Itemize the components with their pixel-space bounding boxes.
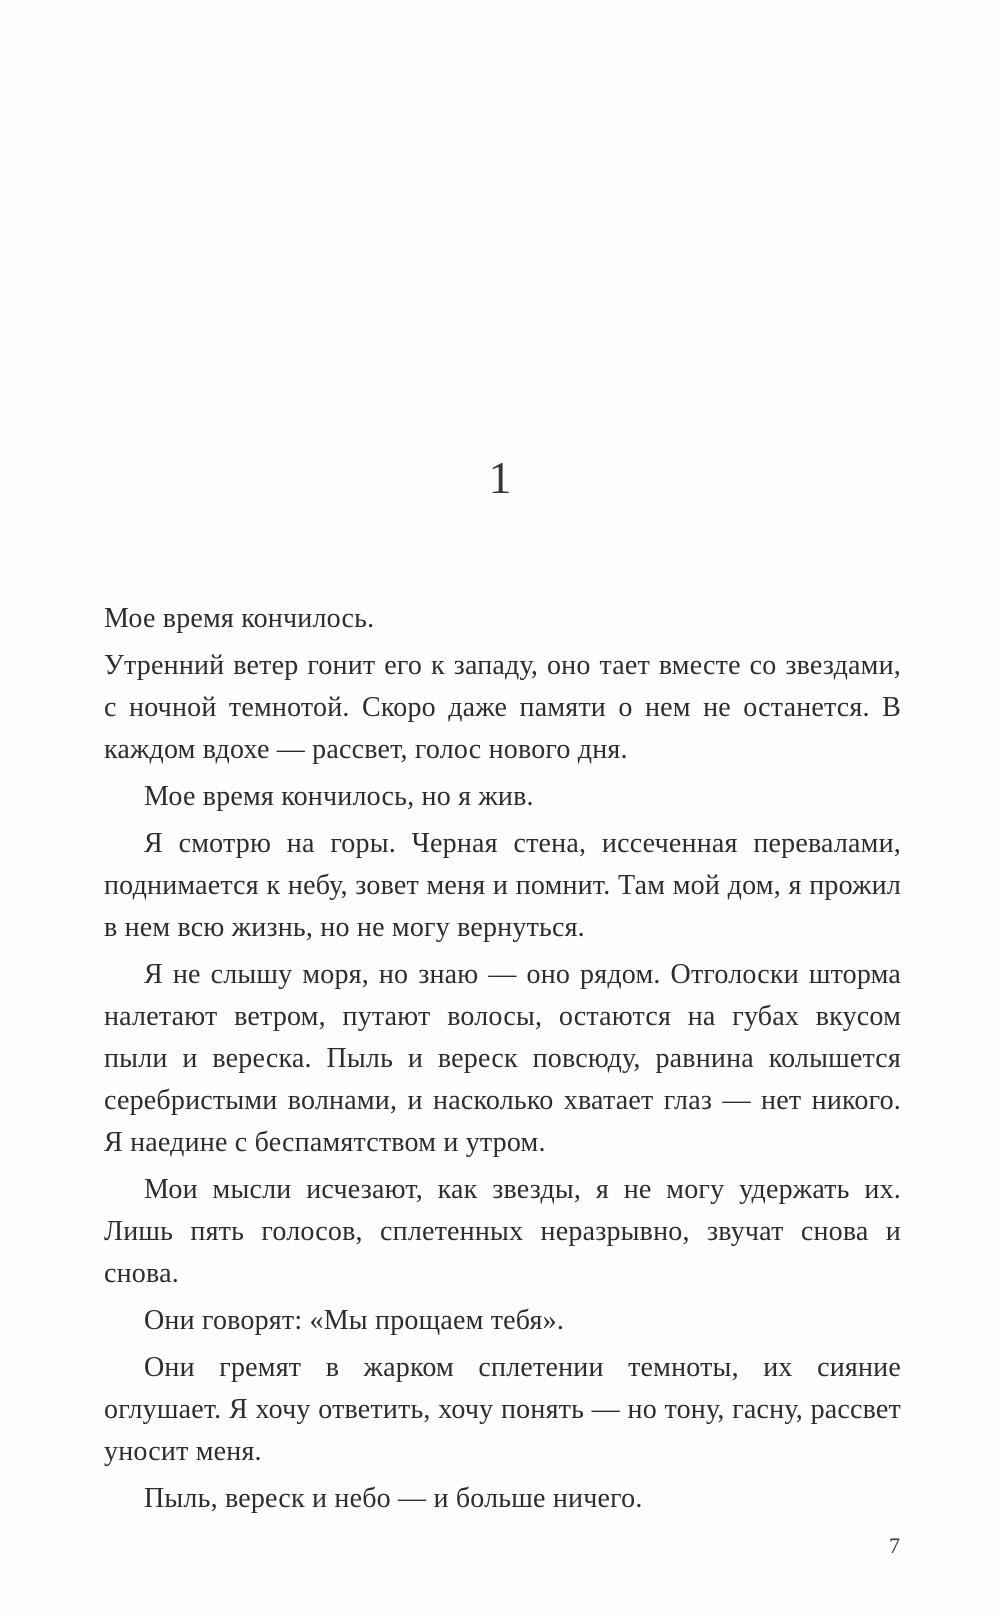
page-number: 7 [889, 1533, 900, 1558]
paragraph: Они говорят: «Мы прощаем тебя». [144, 1305, 565, 1336]
paragraph: Пыль, вереск и небо — и больше ничего. [144, 1483, 643, 1514]
paragraph: Я не слышу моря, но знаю — оно рядом. Отголоски шторма налетают ветром, путают волосы, остаются на губах вкусом пыли и вереска. Пыль и вереск повсюду, равнина колышется серебристыми волнами, и насколько хватает глаз — нет никого. Я наедине с беспамятством и утром. [104, 959, 901, 1158]
paragraph: Мое время кончилось, но я жив. [144, 781, 534, 812]
paragraph: Мои мысли исчезают, как звезды, я не могу удержать их. Лишь пять голосов, сплетенных неразрывно, звучат снова и снова. [104, 1174, 901, 1289]
chapter-text [104, 598, 901, 1525]
paragraph: Они гремят в жарком сплетении темноты, их сияние оглушает. Я хочу ответить, хочу понять — но тону, гасну, рассвет уносит меня. [104, 1352, 901, 1467]
paragraph: Утренний ветер гонит его к западу, оно тает вместе со звездами, с ночной темнотой. Скоро даже памяти о нем не останется. В каждом вдохе — рассвет, голос нового дня. [104, 650, 901, 765]
paragraph: Я смотрю на горы. Черная стена, иссеченная перевалами, поднимается к небу, зовет меня и помнит. Там мой дом, я прожил в нем всю жизнь, но не могу вернуться. [104, 828, 901, 943]
paragraph: Мое время кончилось. [104, 603, 375, 634]
chapter-number: 1 [488, 452, 512, 503]
